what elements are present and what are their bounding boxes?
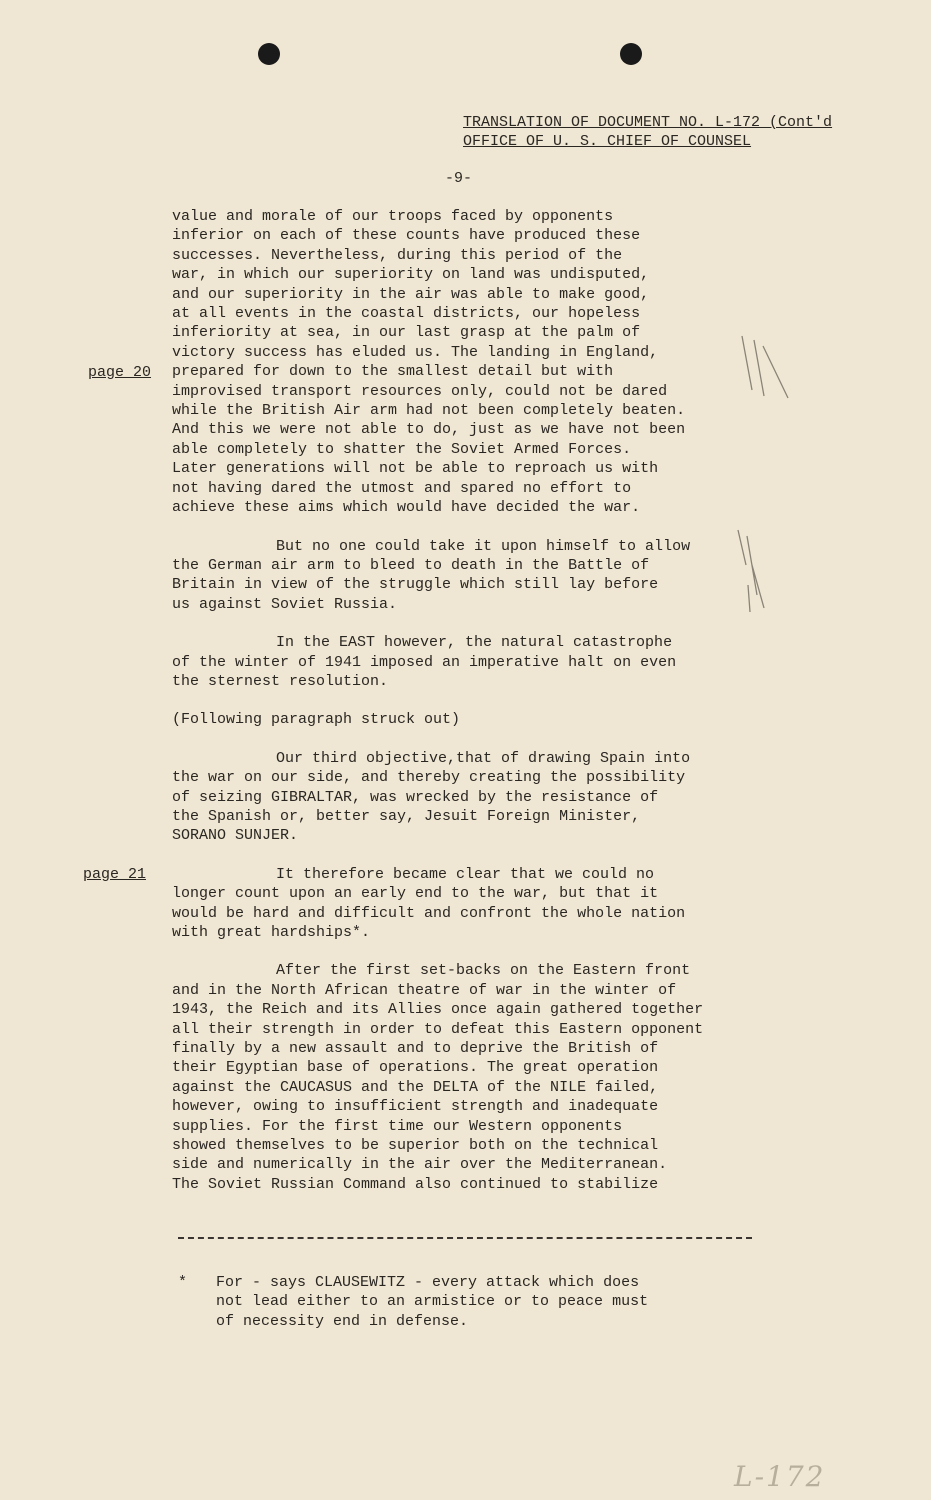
handwritten-document-number: L-172 [734,1460,826,1493]
paragraph-5: Our third objective,that of drawing Spain into the war on our side, and thereby creating the possibility of seizing GIBRALTAR, was wrecked by the resistance of the Spanish or, better say, Jesuit Foreign Minister, SORANO SUNJER. [172,749,691,845]
page-number: -9- [445,170,473,187]
margin-mark-1 [742,336,788,398]
paragraph-1: value and morale of our troops faced by opponents inferior on each of these counts have produced these successes. Nevertheless, during this period of the war, in which our superiority on land was undisputed, and our superiority in the air was able to make good, at all events in the coastal districts, our hopeless inferiority at sea, in our last grasp at the palm of victory success has eluded us. The landing in England, prepared for down to the smallest detail but with improvised transport resources only, could not be dared while the British Air arm had not been completely beaten. And this we were not able to do, just as we have not been able completely to shatter the Soviet Armed Forces. Later generations will not be able to reproach us with not having dared the utmost and spared no effort to achieve these aims which would have decided the war. [172,208,686,517]
header-title: TRANSLATION OF DOCUMENT NO. L-172 (Cont'd [463,114,833,131]
paragraph-2: But no one could take it upon himself to allow the German air arm to bleed to death in the Battle of Britain in view of the struggle which still lay before us against Soviet Russia. [172,537,691,613]
footnote-text: For - says CLAUSEWITZ - every attack which does not lead either to an armistice or to peace must of necessity end in defense. [216,1274,649,1330]
paragraph-6: It therefore became clear that we could no longer count upon an early end to the war, but that it would be hard and difficult and confront the whole nation with great hardships*. [172,865,686,941]
margin-mark-2 [738,530,764,612]
margin-note-page-20: page 20 [88,364,152,381]
footnote-marker: * [178,1274,188,1291]
paragraph-3: In the EAST however, the natural catastrophe of the winter of 1941 imposed an imperative halt on even the sternest resolution. [172,634,677,690]
paragraph-4: (Following paragraph struck out) [172,711,461,729]
header-office: OFFICE OF U. S. CHIEF OF COUNSEL [463,133,752,150]
margin-note-page-21: page 21 [83,866,147,883]
paragraph-7: After the first set-backs on the Eastern front and in the North African theatre of war in the winter of 1943, the Reich and its Allies once again gathered together all their strength in order to defeat this Eastern opponent finally by a new assault and to deprive the British of their Egyptian base of operations. The great operation against the CAUCASUS and the DELTA of the NILE failed, however, owing to insufficient strength and inadequate supplies. For the first time our Western opponents showed themselves to be superior both on the technical side and numerically in the air over the Mediterranean. The Soviet Russian Command also continued to stabilize [172,962,704,1193]
